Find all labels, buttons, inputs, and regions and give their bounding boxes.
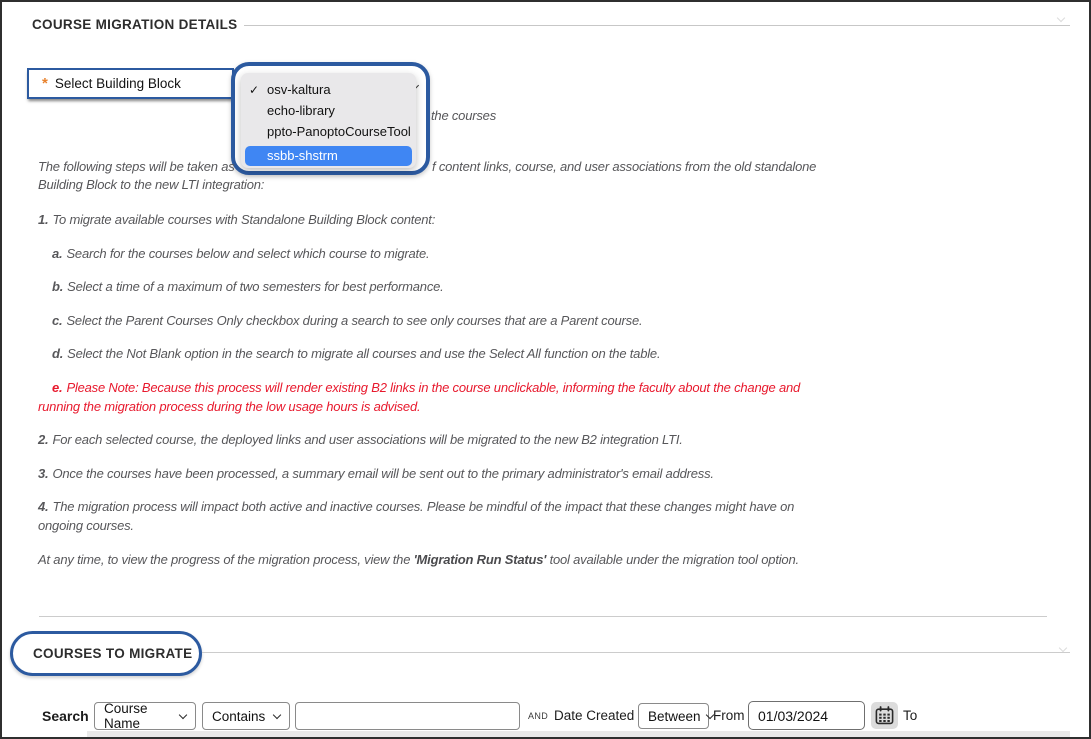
building-block-dropdown [241, 73, 416, 168]
step-4-line2: ongoing courses. [38, 518, 134, 533]
date-operator-select-value: Between [648, 708, 701, 724]
from-label: From [713, 708, 745, 723]
intro-line2: Building Block to the new LTI integration: [38, 177, 265, 192]
dropdown-option-label: ppto-PanoptoCourseTool [267, 124, 411, 139]
section-title-courses-to-migrate: COURSES TO MIGRATE [33, 646, 193, 661]
step-1c: c. Select the Parent Courses Only checkbox during a search to see only courses that are a Parent course. [52, 313, 643, 328]
partially-hidden-text-fragment: the courses [431, 108, 497, 123]
search-operator-select[interactable] [202, 702, 290, 730]
calendar-picker-button[interactable] [871, 702, 898, 729]
dropdown-option-label: echo-library [267, 103, 335, 118]
step-1e-warning-line1: e. Please Note: Because this process will render existing B2 links in the course unclickable, informing the faculty about the change and [52, 380, 801, 395]
date-created-label: Date Created [554, 708, 635, 723]
search-keyword-input[interactable] [295, 702, 520, 730]
dropdown-option-label: osv-kaltura [267, 82, 331, 97]
search-operator-select-value: Contains [212, 708, 266, 724]
migration-run-status-emphasis: 'Migration Run Status' [413, 552, 547, 567]
closing-note: At any time, to view the progress of the migration process, view the 'Migration Run Status' tool available under the migration tool option. [38, 552, 799, 567]
step-1: 1. To migrate available courses with Standalone Building Block content: [38, 212, 436, 227]
step-1b: b. Select a time of a maximum of two semesters for best performance. [52, 279, 444, 294]
next-section-edge [87, 731, 1070, 738]
select-building-block-field[interactable] [27, 68, 234, 99]
dropdown-option-osv-kaltura[interactable] [241, 80, 416, 100]
dropdown-option-label: ssbb-shstrm [267, 148, 338, 163]
step-2: 2. For each selected course, the deployed links and user associations will be migrated to the new B2 integration LTI. [38, 432, 683, 447]
chevron-down-icon [273, 710, 281, 718]
intro-line1-left: The following steps will be taken as [38, 159, 235, 174]
date-from-input[interactable] [748, 701, 865, 730]
required-asterisk-icon: * [42, 75, 48, 92]
section-divider [202, 652, 1070, 653]
to-label: To [903, 708, 918, 723]
and-label: AND [528, 711, 549, 721]
step-4-line1: 4. The migration process will impact both active and inactive courses. Please be mindful of the impact that these changes might have on [38, 499, 795, 514]
step-1e-warning-line2: running the migration process during the low usage hours is advised. [38, 399, 421, 414]
dropdown-option-ppto-panoptocoursetool[interactable] [241, 122, 416, 142]
chevron-down-icon [179, 710, 187, 718]
courses-to-migrate-annotation-bubble [10, 631, 202, 676]
section-divider [39, 616, 1047, 617]
search-label: Search [42, 708, 89, 724]
check-icon [249, 80, 259, 100]
date-operator-select[interactable] [638, 703, 709, 729]
search-field-select[interactable] [94, 702, 196, 730]
collapse-chevron-icon [1057, 14, 1065, 22]
step-3: 3. Once the courses have been processed, a summary email will be sent out to the primary administrator's email address. [38, 466, 714, 481]
select-building-block-label: Select Building Block [54, 76, 181, 91]
calendar-icon [875, 706, 894, 725]
search-field-select-value: Course Name [104, 701, 148, 731]
dropdown-option-ssbb-shstrm-highlighted[interactable] [245, 146, 412, 166]
dropdown-option-echo-library[interactable] [241, 101, 416, 121]
step-1d: d. Select the Not Blank option in the search to migrate all courses and use the Select All function on the table. [52, 346, 661, 361]
step-1a: a. Search for the courses below and select which course to migrate. [52, 246, 430, 261]
collapse-chevron-icon [1059, 644, 1067, 652]
section-title-course-migration-details: COURSE MIGRATION DETAILS [32, 17, 238, 32]
intro-line1-right: f content links, course, and user associations from the old standalone [432, 159, 817, 174]
section-divider [244, 25, 1070, 26]
